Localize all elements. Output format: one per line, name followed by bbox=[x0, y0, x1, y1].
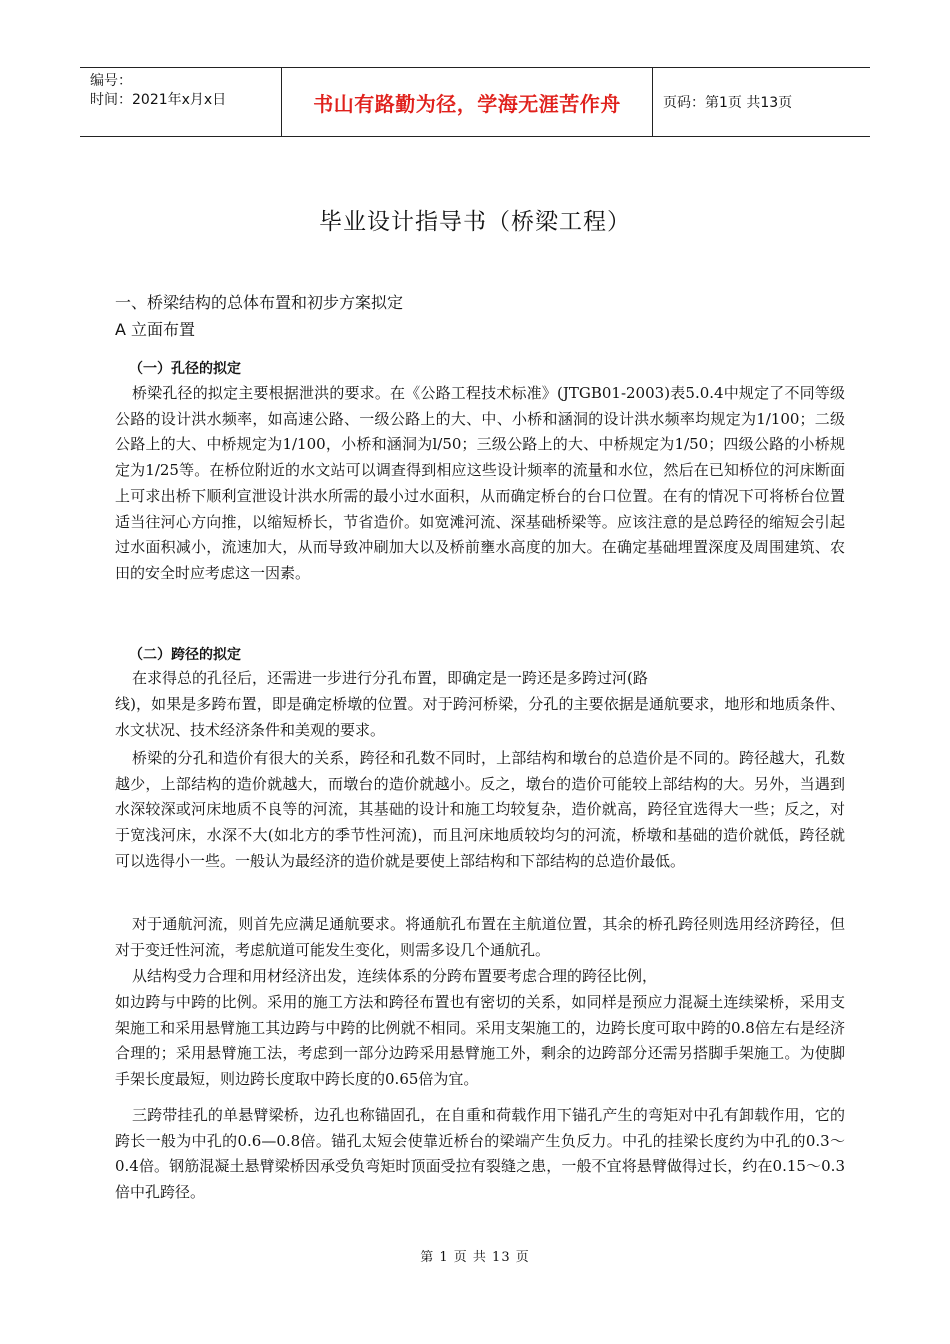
header-page-info: 页码：第1页 共13页 bbox=[663, 95, 793, 111]
part2-paragraph-1-line1: 在求得总的孔径后，还需进一步进行分孔布置，即确定是一跨还是多跨过河(路 bbox=[132, 669, 648, 687]
header-left-cell bbox=[80, 68, 281, 136]
part2-paragraph-4-rest: 如边跨与中跨的比例。采用的施工方法和跨径布置也有密切的关系，如同样是预应力混凝土连续梁桥，采用支架施工和采用悬臂施工其边跨与中跨的比例就不相同。采用支架施工的，边跨长度可取中跨的0.8倍左右是经济合理的；采用悬臂施工法，考虑到一部分边跨采用悬臂施工外，剩余的边跨部分还需另搭脚手架施工。为使脚手架长度最短，则边跨长度取中跨长度的0.65倍为宜。 bbox=[115, 993, 845, 1089]
part1-heading: （一）孔径的拟定 bbox=[129, 361, 241, 377]
part1-paragraph-1: 桥梁孔径的拟定主要根据泄洪的要求。在《公路工程技术标准》(JTGB01-2003)表5.0.4中规定了不同等级公路的设计洪水频率，如高速公路、一级公路上的大、中、小桥和涵洞的设计洪水频率均规定为1/100；二级公路上的大、中桥规定为1/100，小桥和涵洞为l/50；三级公路上的大、中桥规定为1/50；四级公路的小桥规定为1/25等。在桥位附近的水文站可以调查得到相应这些设计频率的流量和水位，然后在已知桥位的河床断面上可求出桥下顺利宣泄设计洪水所需的最小过水面积，从而确定桥台的台口位置。在有的情况下可将桥台位置适当往河心方向推，以缩短桥长，节省造价。如宽滩河流、深基础桥梁等。应该注意的是总跨径的缩短会引起过水面积减小，流速加大，从而导致冲刷加大以及桥前壅水高度的加大。在确定基础埋置深度及周围建筑、农田的安全时应考虑这一因素。 bbox=[115, 384, 845, 582]
document-date: 时间：2021年x月x日 bbox=[90, 92, 227, 108]
part2-paragraph-4-line1: 从结构受力合理和用材经济出发，连续体系的分跨布置要考虑合理的跨径比例， bbox=[132, 967, 658, 985]
part2-paragraph-2: 桥梁的分孔和造价有很大的关系，跨径和孔数不同时，上部结构和墩台的总造价是不同的。跨径越大，孔数越少，上部结构的造价就越大，而墩台的造价就越小。反之，墩台的造价可能较上部结构的大。另外，当遇到水深较深或河床地质不良等的河流，其基础的设计和施工均较复杂，造价就高，跨径宜选得大一些；反之，对于宽浅河床，水深不大(如北方的季节性河流)，而且河床地质较均匀的河流，桥墩和基础的造价就低，跨径就可以选得小一些。一般认为最经济的造价就是要使上部结构和下部结构的总造价最低。 bbox=[115, 749, 845, 870]
section-heading: 一、桥梁结构的总体布置和初步方案拟定 bbox=[115, 293, 404, 312]
part2-heading: （二）跨径的拟定 bbox=[129, 647, 241, 663]
subsection-heading: A 立面布置 bbox=[115, 320, 196, 339]
header-motto: 书山有路勤为径，学海无涯苦作舟 bbox=[281, 68, 653, 136]
document-title: 毕业设计指导书（桥梁工程） bbox=[319, 209, 631, 235]
page-footer: 第 1 页 共 13 页 bbox=[420, 1250, 530, 1265]
document-number-label: 编号： bbox=[90, 73, 132, 89]
document-header bbox=[80, 67, 870, 137]
part2-paragraph-3: 对于通航河流，则首先应满足通航要求。将通航孔布置在主航道位置，其余的桥孔跨径则选用经济跨径，但对于变迁性河流，考虑航道可能发生变化，则需多设几个通航孔。 bbox=[115, 915, 845, 959]
part2-paragraph-1-rest: 线)，如果是多跨布置，即是确定桥墩的位置。对于跨河桥梁，分孔的主要依据是通航要求，地形和地质条件、水文状况、技术经济条件和美观的要求。 bbox=[115, 695, 845, 739]
part2-paragraph-5: 三跨带挂孔的单悬臂梁桥，边孔也称锚固孔，在自重和荷载作用下锚孔产生的弯矩对中孔有卸载作用，它的跨长一般为中孔的0.6—0.8倍。锚孔太短会使靠近桥台的梁端产生负反力。中孔的挂梁长度约为中孔的0.3～0.4倍。钢筋混凝土悬臂梁桥因承受负弯矩时顶面受拉有裂缝之患，一般不宜将悬臂做得过长，约在0.15～0.3倍中孔跨径。 bbox=[115, 1106, 845, 1202]
